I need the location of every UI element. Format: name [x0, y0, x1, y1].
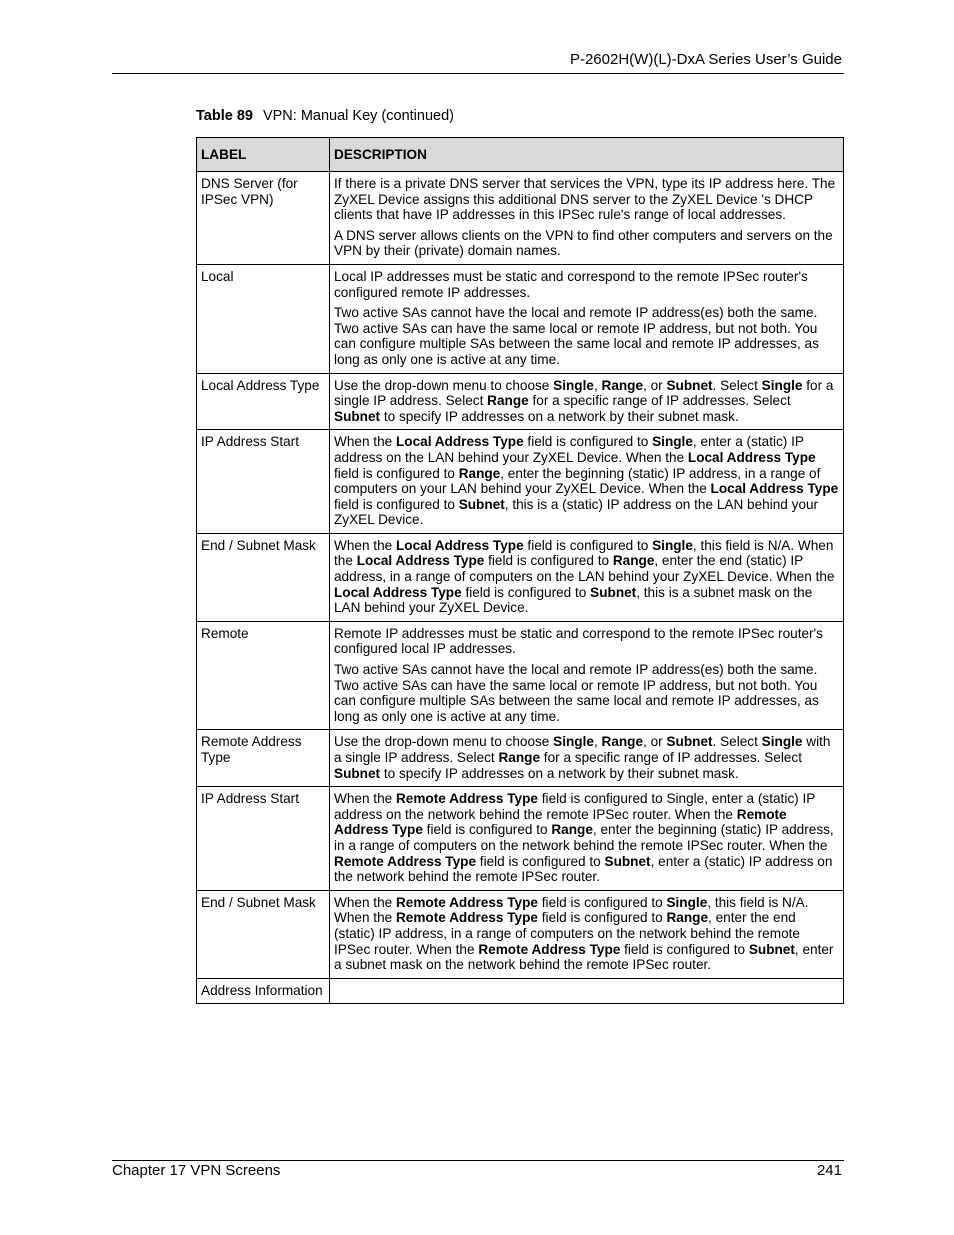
row-description	[330, 787, 844, 891]
description-text: to specify IP addresses on a network by their subnet mask.	[380, 765, 739, 781]
field-term: Range	[498, 750, 541, 765]
description-text: , enter the beginning (static) IP address, in a range of computers on the network behind the remote IPSec router. When the	[334, 822, 834, 853]
row-label: Remote Address Type	[197, 730, 330, 787]
table-row	[197, 373, 844, 430]
field-term: Single	[652, 537, 693, 553]
description-text: field is configured to	[523, 434, 653, 450]
table-row	[197, 890, 844, 978]
row-label: End / Subnet Mask	[197, 533, 330, 621]
description-text: , or	[643, 734, 667, 750]
field-term: Range	[458, 465, 501, 481]
field-term: Single	[652, 434, 693, 450]
description-text: , enter a subnet mask on the network behind the remote IPSec router.	[334, 941, 834, 973]
table-row	[197, 730, 844, 787]
description-text: field is configured to	[484, 553, 613, 569]
field-term: Single	[553, 377, 594, 393]
description-text: field is configured to	[461, 584, 591, 600]
field-term: Remote Address Type	[395, 910, 538, 926]
description-text: , enter the end (static) IP address, in a range of computers on the LAN behind your ZyXEL Device. When the	[334, 553, 835, 585]
description-text: , this field is N/A. When the	[334, 894, 809, 926]
description-paragraph	[334, 626, 839, 657]
table-row	[197, 978, 844, 1004]
table-header-row	[197, 138, 844, 172]
description-text: , this is a (static) IP address on the LAN behind your ZyXEL Device.	[334, 496, 819, 528]
description-text: for a specific range of IP addresses. Select	[528, 393, 791, 409]
description-text: field is configured to	[538, 910, 667, 926]
footer-rule	[112, 1160, 844, 1161]
field-term: Single	[761, 377, 803, 393]
description-text: Local IP addresses must be static and correspond to the remote IPSec router's configured remote IP addresses.	[334, 268, 808, 300]
description-text: field is configured to	[620, 941, 749, 957]
field-term: Subnet	[334, 408, 381, 424]
field-term: Range	[612, 553, 655, 569]
field-term: Local Address Type	[356, 553, 485, 569]
description-text: for a specific range of IP addresses. Select	[540, 750, 802, 765]
field-term: Remote Address Type	[395, 894, 538, 910]
field-term: Subnet	[748, 941, 795, 957]
description-text: ,	[593, 377, 602, 393]
description-text: Use the drop-down menu to choose	[334, 377, 554, 393]
row-label: Remote	[197, 621, 330, 730]
row-label: IP Address Start	[197, 787, 330, 891]
description-text: When the	[334, 791, 396, 807]
row-description	[330, 264, 844, 373]
description-text: , or	[643, 377, 667, 393]
table-row	[197, 264, 844, 373]
page-number: 241	[816, 1162, 842, 1179]
table-row	[197, 533, 844, 621]
description-text: , enter a (static) IP address on the network behind the remote IPSec router.	[334, 853, 833, 885]
description-paragraph	[334, 434, 839, 528]
field-term: Single	[761, 734, 803, 750]
field-term: Local Address Type	[710, 481, 839, 497]
row-description	[330, 172, 844, 265]
description-paragraph	[334, 176, 839, 223]
description-text: for a single IP address. Select	[334, 377, 834, 409]
description-text: If there is a private DNS server that services the VPN, type its IP address here. The ZyXEL Device assigns this additional DNS server to the ZyXEL Device 's DHCP clients that have IP addresses in this IPSec rule's range of local addresses.	[334, 176, 836, 223]
row-description	[330, 978, 844, 1004]
description-text: A DNS server allows clients on the VPN to find other computers and servers on the VPN by their (private) domain names.	[334, 227, 833, 259]
description-paragraph	[334, 791, 839, 885]
row-description	[330, 533, 844, 621]
row-description	[330, 621, 844, 730]
field-term: Single	[666, 894, 708, 910]
row-description	[330, 730, 844, 787]
field-term: Subnet	[604, 853, 651, 869]
row-label: Local Address Type	[197, 373, 330, 430]
field-term: Remote Address Type	[334, 806, 787, 838]
description-text: . Select	[712, 734, 762, 750]
table-caption	[196, 108, 454, 124]
field-term: Subnet	[666, 734, 713, 750]
description-text: field is configured to	[476, 853, 605, 869]
field-term: Remote Address Type	[334, 853, 477, 869]
table-row	[197, 430, 844, 534]
description-text: , enter the end (static) IP address, in a range of computers on the network behind the remote IPSec router. When the	[334, 910, 800, 957]
column-header-label: LABEL	[197, 138, 330, 172]
row-label: End / Subnet Mask	[197, 890, 330, 978]
table-row	[197, 172, 844, 265]
description-text: field is configured to Single, enter a (static) IP address on the network behind the remote IPSec router. When the	[334, 791, 816, 822]
field-term: Remote Address Type	[395, 791, 538, 807]
description-paragraph	[334, 895, 839, 973]
field-term: Local Address Type	[395, 537, 524, 553]
vpn-manual-key-table	[196, 137, 844, 1004]
description-paragraph	[334, 378, 839, 425]
table-body	[197, 172, 844, 1004]
description-text: When the	[334, 894, 396, 910]
column-header-description: DESCRIPTION	[330, 138, 844, 172]
field-term: Local Address Type	[395, 434, 524, 450]
field-term: Subnet	[590, 584, 637, 600]
description-text: , this is a subnet mask on the LAN behind your ZyXEL Device.	[334, 584, 813, 616]
table-row	[197, 787, 844, 891]
description-text: , enter a (static) IP address on the LAN behind your ZyXEL Device. When the	[334, 434, 804, 465]
header-rule	[112, 73, 844, 74]
description-text: field is configured to	[538, 894, 667, 910]
field-term: Range	[601, 734, 644, 750]
description-paragraph	[334, 538, 839, 616]
description-text: to specify IP addresses on a network by their subnet mask.	[380, 408, 739, 424]
field-term: Range	[551, 822, 593, 838]
description-text: , enter the beginning (static) IP address, in a range of computers on your LAN behind your ZyXEL Device. When the	[334, 465, 821, 497]
field-term: Local Address Type	[334, 584, 462, 600]
description-text: field is configured to	[422, 822, 552, 838]
description-paragraph	[334, 269, 839, 300]
row-label: DNS Server (for IPSec VPN)	[197, 172, 330, 265]
description-text: . Select	[712, 377, 762, 393]
row-description	[330, 373, 844, 430]
description-paragraph	[334, 662, 839, 724]
row-description	[330, 430, 844, 534]
description-text: When the	[334, 434, 396, 450]
table-row	[197, 621, 844, 730]
field-term: Single	[553, 734, 594, 750]
field-term: Subnet	[458, 496, 505, 512]
description-text: Remote IP addresses must be static and correspond to the remote IPSec router's configured local IP addresses.	[334, 625, 823, 657]
description-paragraph	[334, 305, 839, 367]
description-text: with a single IP address. Select	[334, 734, 831, 765]
table-title: VPN: Manual Key (continued)	[262, 108, 454, 124]
field-term: Subnet	[666, 377, 713, 393]
field-term: Local Address Type	[687, 449, 816, 465]
field-term: Remote Address Type	[478, 941, 621, 957]
description-text: When the	[334, 537, 396, 553]
description-text: , this field is N/A. When the	[334, 537, 834, 569]
row-label: IP Address Start	[197, 430, 330, 534]
description-text: Two active SAs cannot have the local and remote IP address(es) both the same. Two active SAs can have the same local or remote IP address, but not both. You can configure multiple SAs between the same local and remote IP addresses, as long as only one is active at any time.	[334, 305, 819, 367]
description-text: Use the drop-down menu to choose	[334, 734, 554, 750]
footer-chapter: Chapter 17 VPN Screens	[112, 1162, 281, 1179]
running-header: P-2602H(W)(L)-DxA Series User’s Guide	[569, 51, 842, 68]
description-text: field is configured to	[334, 496, 459, 512]
description-paragraph	[334, 734, 839, 781]
row-label: Address Information	[197, 978, 330, 1004]
field-term: Range	[666, 910, 709, 926]
description-text: ,	[593, 734, 602, 750]
table-number: Table 89	[196, 108, 253, 124]
description-text: field is configured to	[523, 537, 653, 553]
row-label: Local	[197, 264, 330, 373]
description-text: field is configured to	[334, 465, 459, 481]
field-term: Subnet	[334, 765, 381, 781]
description-paragraph	[334, 228, 839, 259]
description-text: Two active SAs cannot have the local and remote IP address(es) both the same. Two active SAs can have the same local or remote IP address, but not both. You can configure multiple SAs between the same local and remote IP addresses, as long as only one is active at any time.	[334, 662, 819, 724]
field-term: Range	[487, 393, 529, 409]
field-term: Range	[601, 377, 644, 393]
row-description	[330, 890, 844, 978]
